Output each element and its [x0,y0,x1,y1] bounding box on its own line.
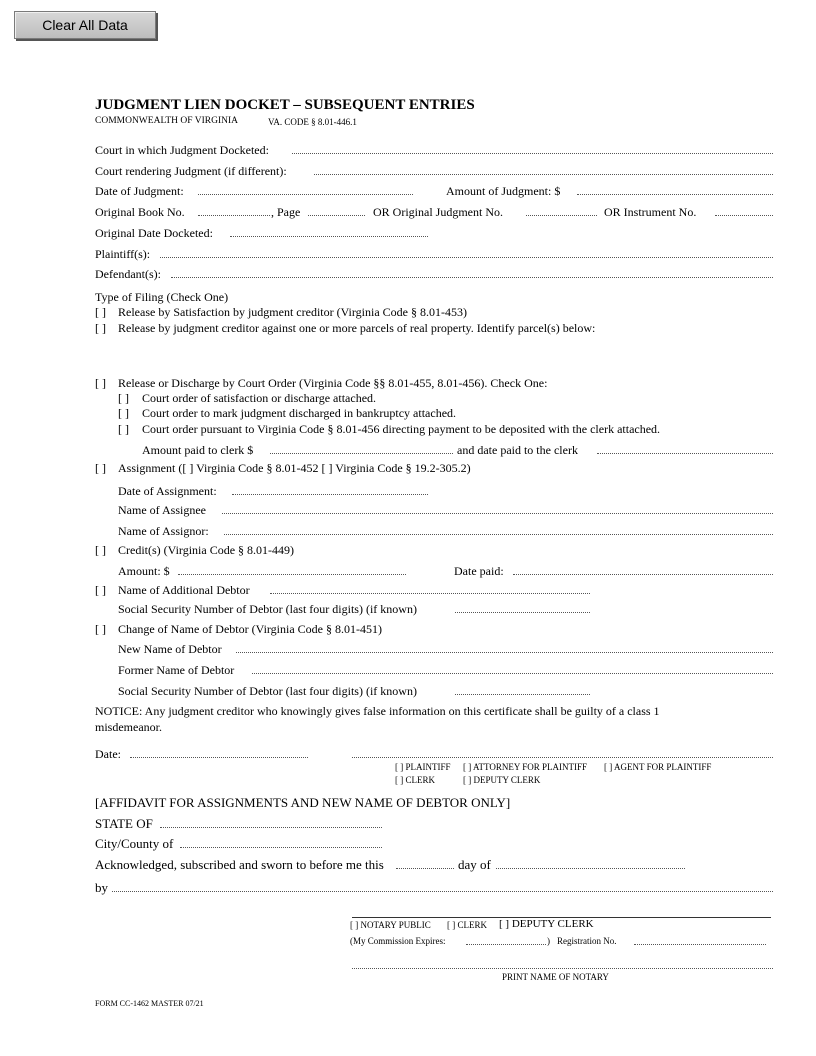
name-assignee-field[interactable] [222,513,773,514]
day-of-label: day of [458,857,491,872]
original-date-docketed-field[interactable] [230,236,428,237]
court-satisfaction-label: Court order of satisfaction or discharge attached. [142,391,377,405]
change-name-label: Change of Name of Debtor (Virginia Code § 8.01-451) [118,622,382,636]
release-satisfaction-checkbox[interactable]: [ ] [95,305,106,319]
release-parcels-label: Release by judgment creditor against one or more parcels of real property. Identify parcel(s) below: [118,321,596,335]
new-name-label: New Name of Debtor [118,642,222,656]
court-bankruptcy-checkbox[interactable]: [ ] [118,406,129,420]
release-court-label: Release or Discharge by Court Order (Virginia Code §§ 8.01-455, 8.01-456). Check One: [118,376,548,390]
commission-expires-label: (My Commission Expires: [350,936,446,946]
acknowledged-label: Acknowledged, subscribed and sworn to before me this [95,857,384,872]
assignment-checkbox[interactable]: [ ] [95,461,106,475]
form-number: FORM CC-1462 MASTER 07/21 [95,999,204,1008]
notary-deputy-clerk-checkbox[interactable]: [ ] DEPUTY CLERK [499,918,594,930]
form-subtitle: COMMONWEALTH OF VIRGINIA [95,116,239,126]
signature-field[interactable] [352,757,773,758]
notice-line-1: NOTICE: Any judgment creditor who knowingly gives false information on this certificate shall be guilty of a class 1 [95,704,660,718]
court-deposit-label: Court order pursuant to Virginia Code § 8.01-456 directing payment to be deposited with the clerk attached. [142,422,661,436]
instrument-label: OR Instrument No. [604,205,697,219]
change-name-checkbox[interactable]: [ ] [95,622,106,636]
defendants-field[interactable] [171,277,773,278]
original-book-label: Original Book No. [95,205,185,219]
amount-paid-clerk-field[interactable] [270,453,453,454]
commission-close-paren: ) [547,936,550,946]
state-field[interactable] [160,827,382,828]
plaintiff-checkbox[interactable]: [ ] PLAINTIFF [395,762,451,772]
ssn-change-field[interactable] [455,694,590,695]
former-name-label: Former Name of Debtor [118,663,235,677]
ssn-additional-label: Social Security Number of Debtor (last four digits) (if known) [118,602,417,616]
credit-amount-label: Amount: $ [118,564,170,578]
plaintiffs-field[interactable] [160,257,773,258]
credits-checkbox[interactable]: [ ] [95,543,106,557]
assignment-label: Assignment ([ ] Virginia Code § 8.01-452 [ ] Virginia Code § 19.2-305.2) [118,461,471,475]
city-county-label: City/County of [95,836,174,851]
commission-expires-field[interactable] [466,944,546,945]
date-judgment-label: Date of Judgment: [95,184,184,198]
amount-judgment-label: Amount of Judgment: $ [446,184,561,198]
date-assignment-field[interactable] [232,494,428,495]
date-judgment-field[interactable] [198,194,413,195]
notary-clerk-checkbox[interactable]: [ ] CLERK [447,920,487,930]
original-judgment-label: OR Original Judgment No. [373,205,503,219]
amount-paid-clerk-label: Amount paid to clerk $ [142,443,254,457]
date-paid-clerk-field[interactable] [597,453,773,454]
credit-date-paid-label: Date paid: [454,564,504,578]
attorney-checkbox[interactable]: [ ] ATTORNEY FOR PLAINTIFF [463,762,588,772]
court-rendering-label: Court rendering Judgment (if different): [95,164,287,178]
va-code-ref: VA. CODE § 8.01-446.1 [268,117,357,127]
court-docketed-field[interactable] [292,153,773,154]
registration-label: Registration No. [557,936,617,946]
name-assignor-label: Name of Assignor: [118,524,209,538]
clerk-checkbox[interactable]: [ ] CLERK [395,775,435,785]
state-label: STATE OF [95,816,153,831]
amount-judgment-field[interactable] [577,194,773,195]
release-parcels-checkbox[interactable]: [ ] [95,321,106,335]
filing-type-heading: Type of Filing (Check One) [95,290,229,304]
name-assignor-field[interactable] [224,534,773,535]
original-judgment-field[interactable] [526,215,597,216]
additional-debtor-checkbox[interactable]: [ ] [95,583,106,597]
original-book-field[interactable] [198,215,270,216]
plaintiffs-label: Plaintiff(s): [95,247,151,261]
affidavit-heading: [AFFIDAVIT FOR ASSIGNMENTS AND NEW NAME OF DEBTOR ONLY] [95,795,511,810]
court-rendering-field[interactable] [314,174,773,175]
page-field[interactable] [308,215,365,216]
ack-day-field[interactable] [396,868,454,869]
original-date-docketed-label: Original Date Docketed: [95,226,213,240]
additional-debtor-field[interactable] [270,593,590,594]
by-label: by [95,880,108,895]
print-name-notary-label: PRINT NAME OF NOTARY [502,972,609,982]
court-docketed-label: Court in which Judgment Docketed: [95,143,269,157]
court-deposit-checkbox[interactable]: [ ] [118,422,129,436]
new-name-field[interactable] [236,652,773,653]
credit-date-paid-field[interactable] [513,574,773,575]
signature-date-field[interactable] [130,757,308,758]
notary-public-checkbox[interactable]: [ ] NOTARY PUBLIC [350,920,431,930]
deputy-clerk-checkbox[interactable]: [ ] DEPUTY CLERK [463,775,541,785]
release-satisfaction-label: Release by Satisfaction by judgment creditor (Virginia Code § 8.01-453) [118,305,467,319]
court-satisfaction-checkbox[interactable]: [ ] [118,391,129,405]
date-assignment-label: Date of Assignment: [118,484,217,498]
by-field[interactable] [112,891,773,892]
defendants-label: Defendant(s): [95,267,161,281]
date-paid-clerk-label: and date paid to the clerk [457,443,578,457]
former-name-field[interactable] [252,673,773,674]
signature-date-label: Date: [95,747,121,761]
additional-debtor-label: Name of Additional Debtor [118,583,250,597]
clear-all-data-button[interactable]: Clear All Data [14,11,156,39]
page-label: , Page [271,205,301,219]
form-title: JUDGMENT LIEN DOCKET – SUBSEQUENT ENTRIES [95,97,475,113]
ack-month-field[interactable] [496,868,685,869]
credit-amount-field[interactable] [178,574,406,575]
instrument-field[interactable] [715,215,773,216]
city-county-field[interactable] [180,847,382,848]
release-court-checkbox[interactable]: [ ] [95,376,106,390]
agent-checkbox[interactable]: [ ] AGENT FOR PLAINTIFF [604,762,712,772]
ssn-change-label: Social Security Number of Debtor (last four digits) (if known) [118,684,417,698]
ssn-additional-field[interactable] [455,612,590,613]
court-bankruptcy-label: Court order to mark judgment discharged in bankruptcy attached. [142,406,457,420]
credits-label: Credit(s) (Virginia Code § 8.01-449) [118,543,295,557]
notice-line-2: misdemeanor. [95,720,162,734]
registration-field[interactable] [634,944,766,945]
print-name-field[interactable] [352,968,773,969]
name-assignee-label: Name of Assignee [118,503,206,517]
